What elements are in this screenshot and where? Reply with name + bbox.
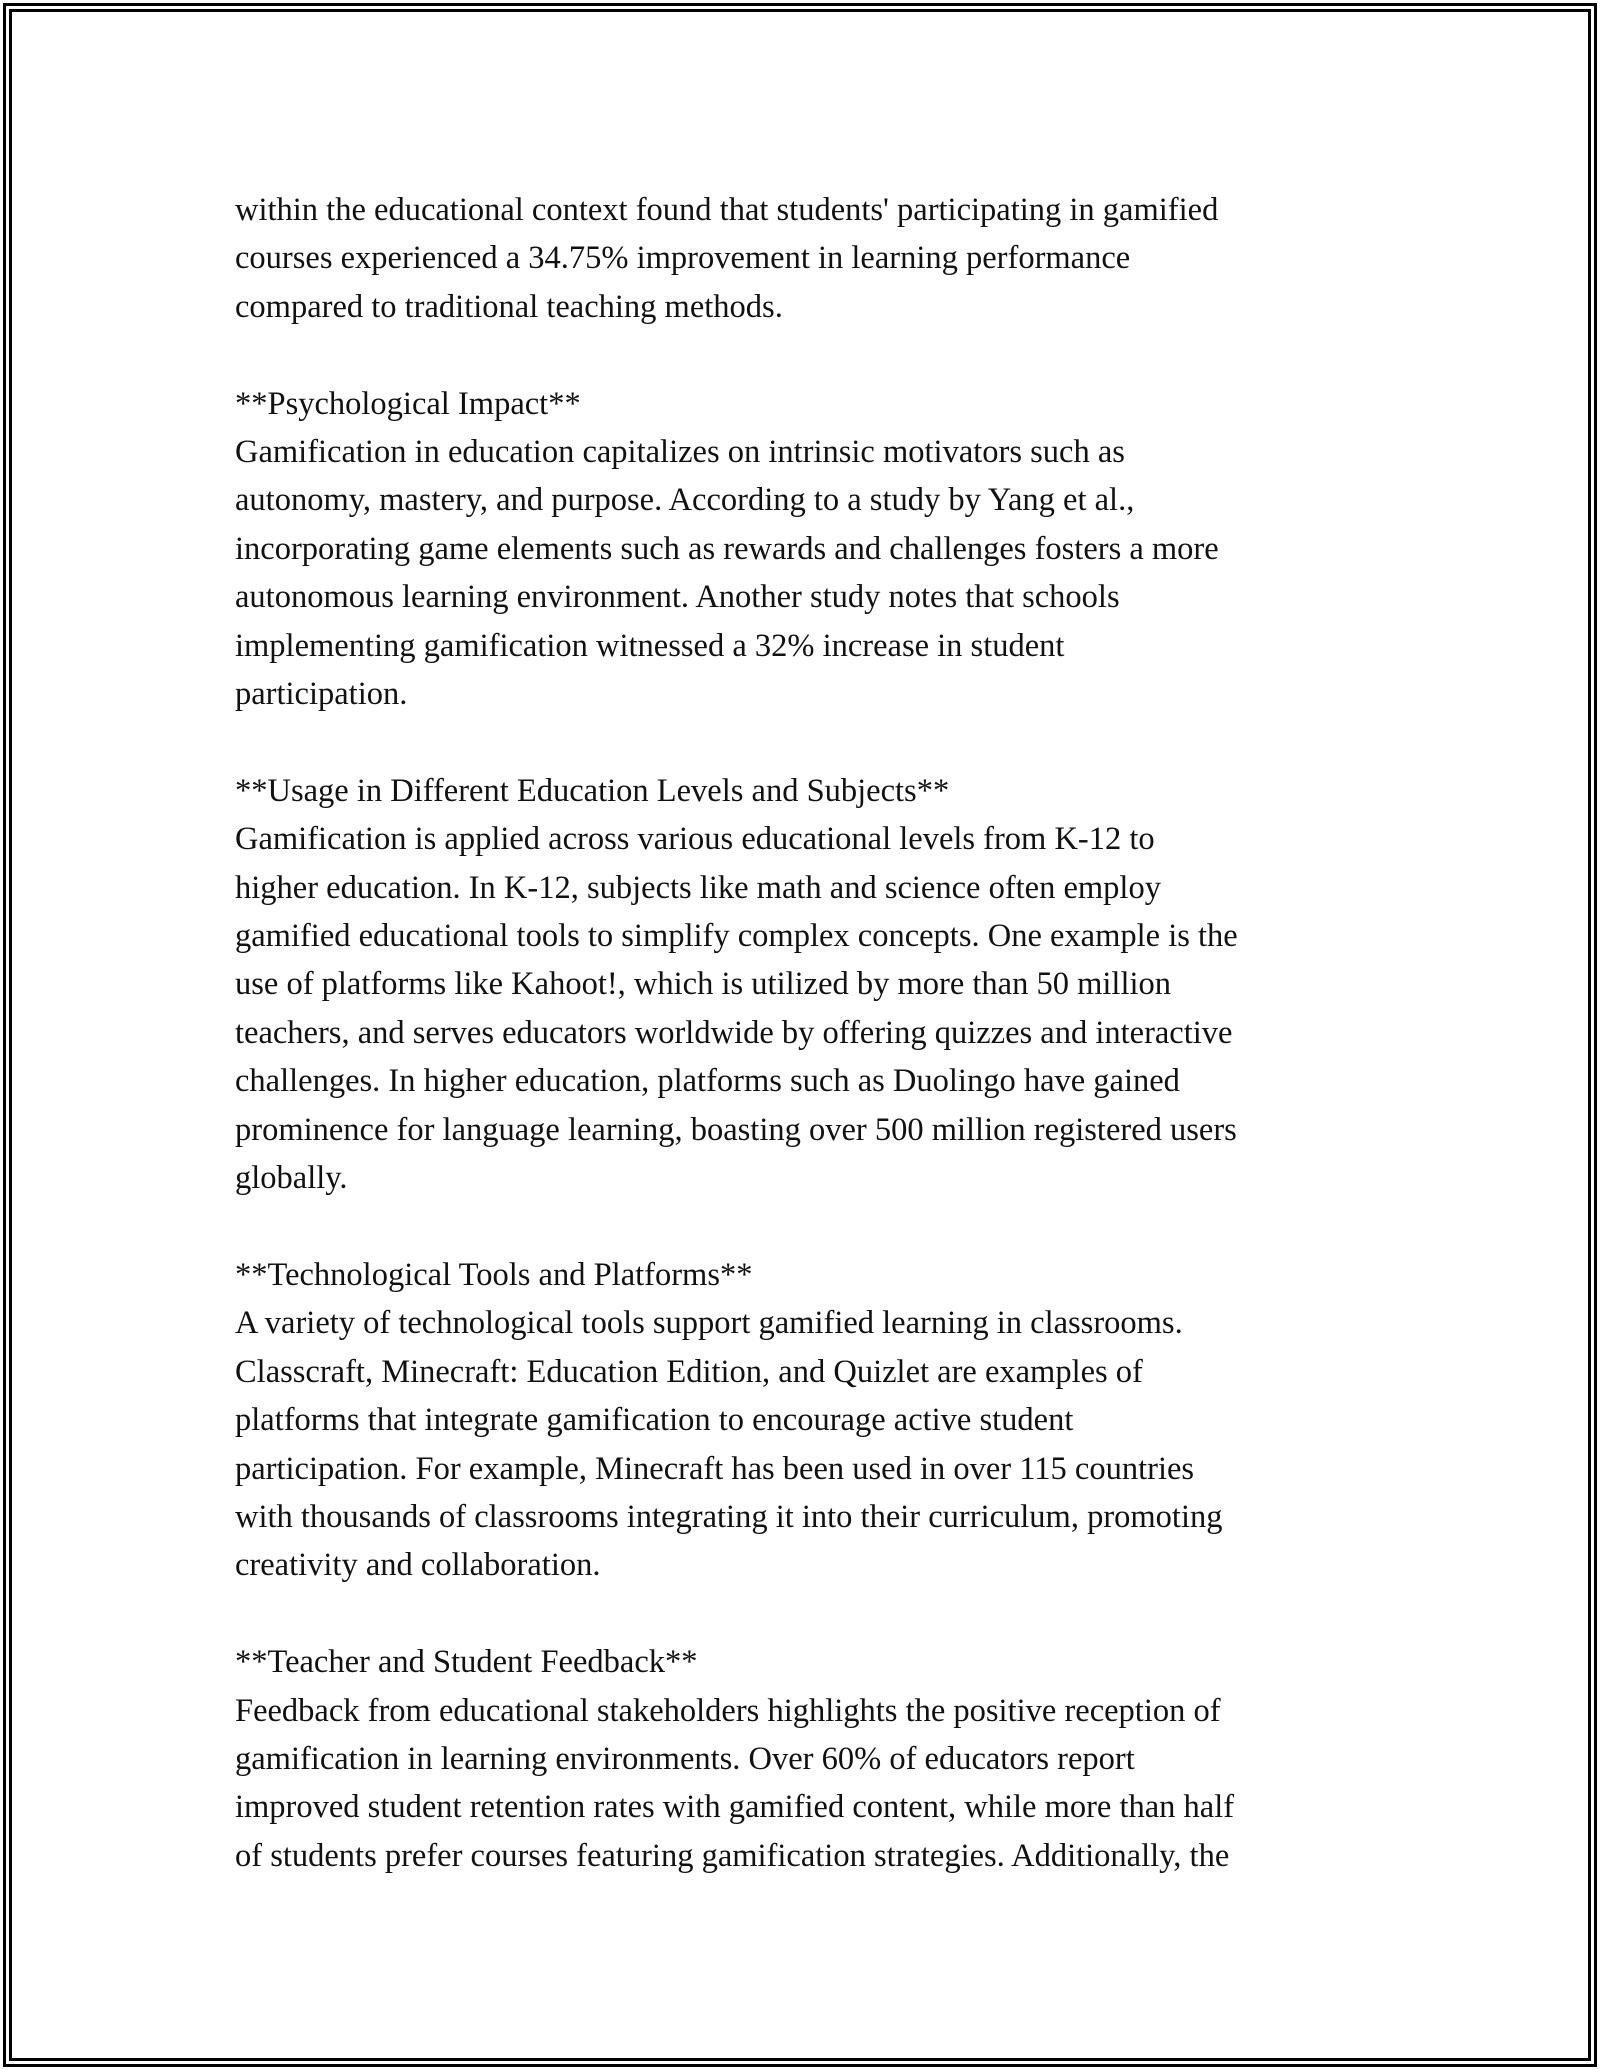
text-line: A variety of technological tools support gamified learning in classrooms. bbox=[235, 1305, 1183, 1342]
text-line: creativity and collaboration. bbox=[235, 1547, 601, 1584]
text-line: implementing gamification witnessed a 32% increase in student bbox=[235, 627, 1065, 664]
text-line: teachers, and serves educators worldwide by offering quizzes and interactive bbox=[235, 1014, 1233, 1051]
text-line: autonomous learning environment. Another study notes that schools bbox=[235, 579, 1120, 616]
document-body bbox=[235, 186, 1395, 1880]
paragraph-gap bbox=[235, 331, 1395, 379]
section-heading: **Teacher and Student Feedback** bbox=[235, 1644, 698, 1681]
section-heading: **Usage in Different Education Levels and Subjects** bbox=[235, 772, 950, 809]
text-line: Feedback from educational stakeholders highlights the positive reception of bbox=[235, 1692, 1221, 1729]
text-line: use of platforms like Kahoot!, which is utilized by more than 50 million bbox=[235, 966, 1172, 1003]
paragraph-gap bbox=[235, 718, 1395, 766]
section-heading: **Technological Tools and Platforms** bbox=[235, 1256, 753, 1293]
text-line: gamification in learning environments. Over 60% of educators report bbox=[235, 1740, 1135, 1777]
text-line: Gamification is applied across various educational levels from K-12 to bbox=[235, 821, 1155, 858]
text-line: globally. bbox=[235, 1160, 348, 1197]
text-line: higher education. In K-12, subjects like math and science often employ bbox=[235, 869, 1161, 906]
text-line: within the educational context found that students' participating in gamified bbox=[235, 192, 1219, 228]
text-line: compared to traditional teaching methods. bbox=[235, 288, 783, 325]
section-teacher-student-feedback bbox=[235, 1638, 1395, 1880]
text-line: participation. bbox=[235, 676, 408, 713]
text-line: autonomy, mastery, and purpose. According to a study by Yang et al., bbox=[235, 482, 1135, 519]
text-line: platforms that integrate gamification to encourage active student bbox=[235, 1402, 1074, 1439]
text-line: incorporating game elements such as rewards and challenges fosters a more bbox=[235, 530, 1219, 567]
text-line: Gamification in education capitalizes on intrinsic motivators such as bbox=[235, 434, 1125, 471]
section-psychological-impact bbox=[235, 380, 1395, 719]
text-line: gamified educational tools to simplify complex concepts. One example is the bbox=[235, 918, 1238, 955]
text-line: courses experienced a 34.75% improvement in learning performance bbox=[235, 240, 1131, 277]
text-line: challenges. In higher education, platforms such as Duolingo have gained bbox=[235, 1063, 1180, 1100]
text-line: with thousands of classrooms integrating it into their curriculum, promoting bbox=[235, 1498, 1223, 1535]
text-line: of students prefer courses featuring gamification strategies. Additionally, the bbox=[235, 1837, 1230, 1874]
text-line: participation. For example, Minecraft has been used in over 115 countries bbox=[235, 1450, 1195, 1487]
section-technological-tools bbox=[235, 1251, 1395, 1590]
paragraph-gap bbox=[235, 1590, 1395, 1638]
text-line: prominence for language learning, boasting over 500 million registered users bbox=[235, 1111, 1237, 1148]
paragraph-intro bbox=[235, 186, 1395, 331]
section-heading: **Psychological Impact** bbox=[235, 385, 581, 422]
text-line: Classcraft, Minecraft: Education Edition, and Quizlet are examples of bbox=[235, 1353, 1143, 1390]
text-line: improved student retention rates with gamified content, while more than half bbox=[235, 1789, 1235, 1826]
section-usage-levels-subjects bbox=[235, 767, 1395, 1203]
paragraph-gap bbox=[235, 1203, 1395, 1251]
